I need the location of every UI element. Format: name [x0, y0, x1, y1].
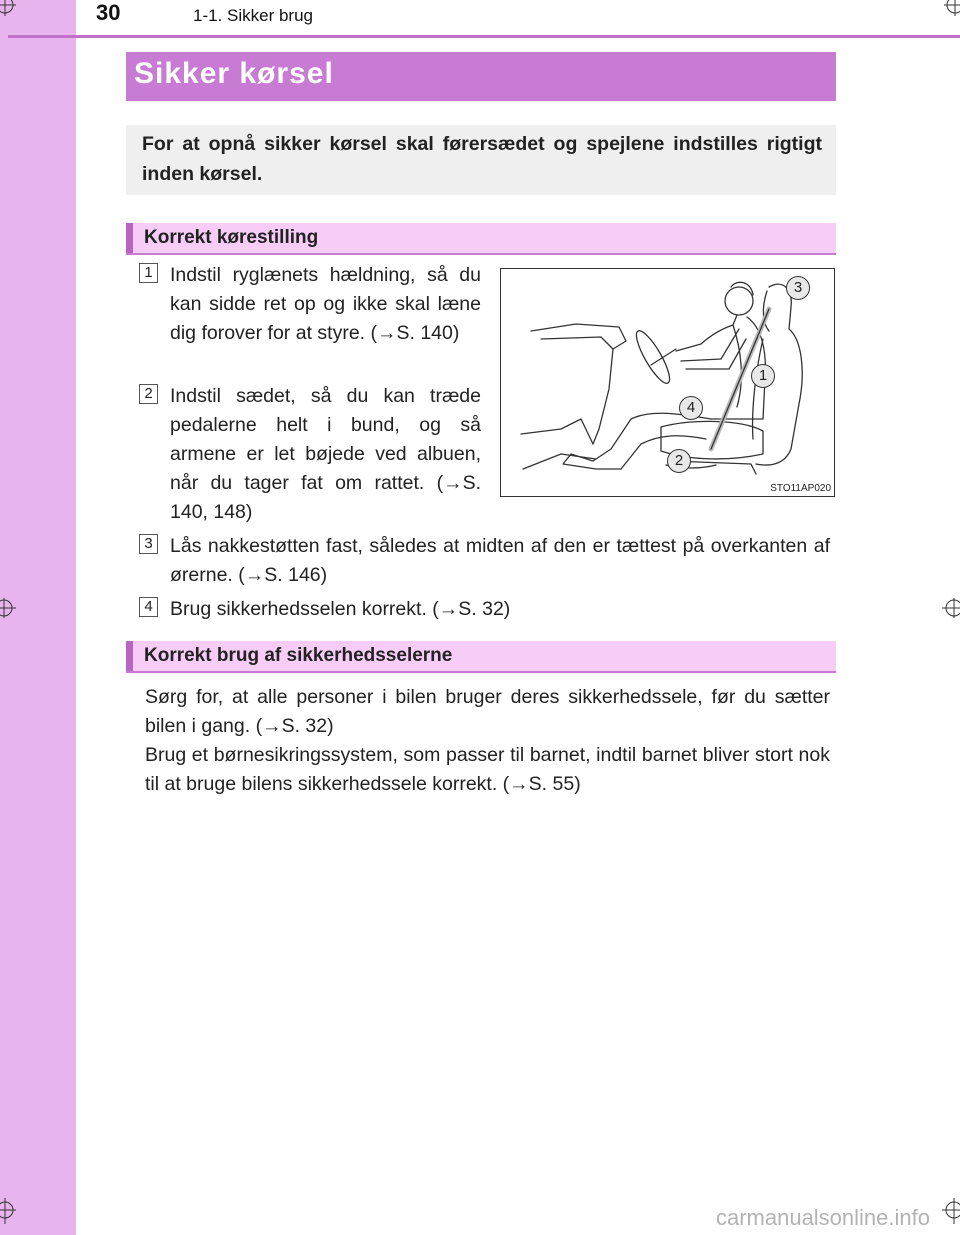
registration-mark [940, 0, 960, 20]
section-accent [126, 641, 133, 671]
registration-mark [936, 1196, 960, 1226]
driving-position-illustration [500, 268, 835, 497]
figure-callout: 1 [751, 364, 775, 388]
step-text: Indstil ryglænets hældning, så du kan sidde ret op og ikke skal læne dig forover for at styre. (→S. 140) [170, 264, 481, 344]
registration-mark [0, 596, 20, 620]
section-title: Korrekt kørestilling [144, 227, 319, 248]
section-heading-bar [126, 641, 836, 673]
step-text: Lås nakkestøtten fast, således at midten af den er tættest på overkanten af ørerne. (→S. 146) [170, 535, 830, 586]
step-number: 1 [139, 263, 158, 283]
figure-callout: 3 [786, 276, 810, 300]
section-heading-bar [126, 223, 836, 255]
page-number: 30 [96, 0, 121, 25]
step-text: Brug sikkerhedsselen korrekt. (→S. 32) [170, 598, 511, 620]
step-number: 3 [139, 534, 158, 554]
figure-callout: 4 [679, 396, 703, 420]
figure-code: STO11AP020 [770, 483, 831, 494]
step-number: 2 [139, 384, 158, 404]
page-title-bar [126, 52, 836, 101]
intro-box [126, 125, 836, 195]
intro-text: For at opnå sikker kørsel skal førersædet og spejlene indstilles rigtigt inden kørsel. [142, 133, 822, 185]
section-title: Korrekt brug af sikkerhedsselerne [144, 645, 453, 666]
figure-callout: 2 [667, 449, 691, 473]
step-number: 4 [139, 597, 158, 617]
header-divider [8, 35, 960, 38]
registration-mark [936, 596, 960, 620]
chapter-heading: 1-1. Sikker brug [193, 6, 313, 25]
paragraph: Brug et børnesikringssystem, som passer til barnet, indtil barnet bliver stort nok til at bruge bilens sikkerhedssele korrekt. (→S. 55) [145, 744, 830, 795]
section-accent [126, 223, 133, 253]
page-title: Sikker kørsel [134, 57, 334, 90]
registration-mark [0, 0, 20, 20]
step-text: Indstil sædet, så du kan træde pedalerne helt i bund, og så armene er let bøjede ved albuen, når du tager fat om rattet. (→S. 140, 148) [170, 385, 481, 523]
registration-mark [0, 1196, 20, 1226]
watermark: carmanualsonline.info [715, 1205, 930, 1230]
paragraph: Sørg for, at alle personer i bilen bruger deres sikkerhedssele, før du sætter bilen i gang. (→S. 32) [145, 686, 830, 737]
